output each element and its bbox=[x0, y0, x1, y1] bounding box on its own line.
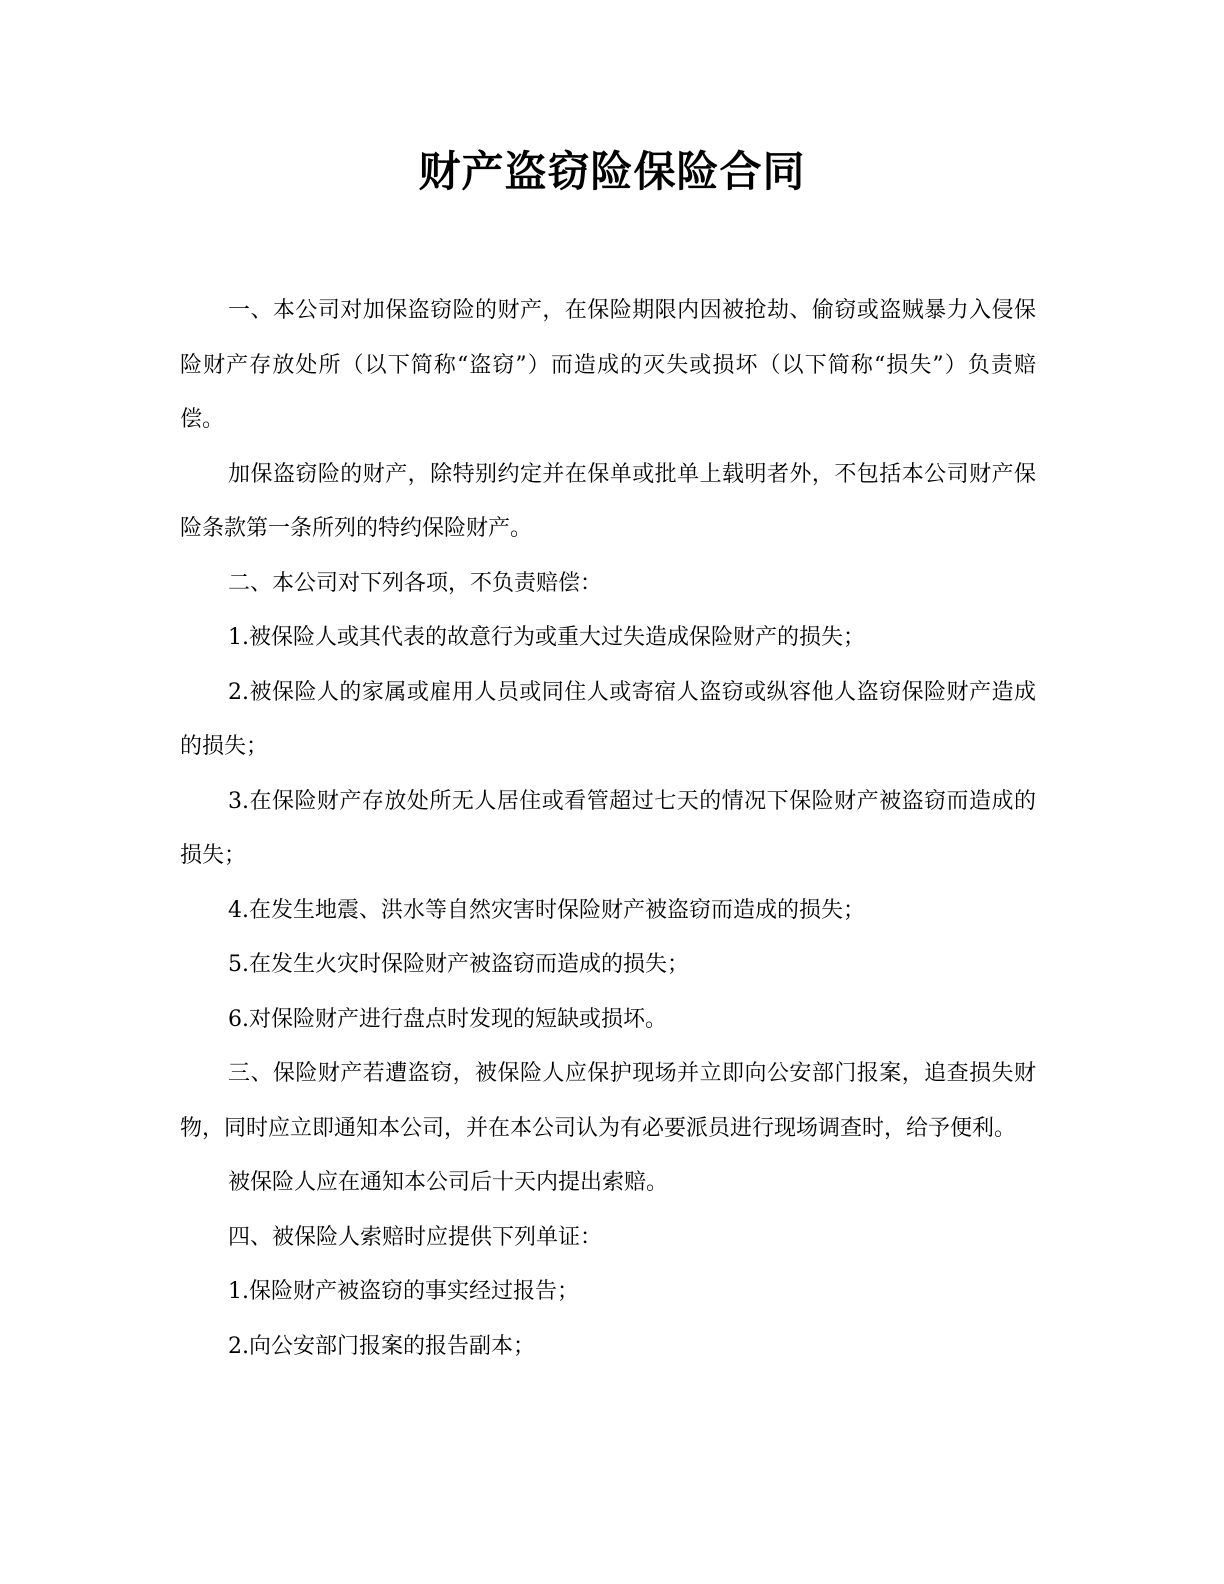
paragraph-14: 2.向公安部门报案的报告副本； bbox=[228, 1333, 535, 1359]
paragraph-12: 四、被保险人索赔时应提供下列单证： bbox=[228, 1224, 603, 1250]
paragraph-4: 1.被保险人或其代表的故意行为或重大过失造成保险财产的损失； bbox=[228, 625, 865, 650]
paragraph-7: 4.在发生地震、洪水等自然灾害时保险财产被盗窃而造成的损失； bbox=[228, 897, 865, 923]
paragraph-10: 三、保险财产若遭盗窃，被保险人应保护现场并立即向公安部门报案，追查损失财物，同时应立即通知本公司，并在本公司认为有必要派员进行现场调查时，给予便利。 bbox=[180, 1061, 1036, 1141]
paragraph-6: 3.在保险财产存放处所无人居住或看管超过七天的情况下保险财产被盗窃而造成的损失； bbox=[180, 788, 1036, 868]
paragraph-5: 2.被保险人的家属或雇用人员或同住人或寄宿人盗窃或纵容他人盗窃保险财产造成的损失； bbox=[180, 679, 1036, 759]
document-body bbox=[180, 284, 1036, 1374]
paragraph-1: 一、本公司对加保盗窃险的财产，在保险期限内因被抢劫、偷窃或盗贼暴力入侵保险财产存放处所（以下简称“盗窃”）而造成的灭失或损坏（以下简称“损失”）负责赔偿。 bbox=[180, 298, 1036, 432]
paragraph-2: 加保盗窃险的财产，除特别约定并在保单或批单上载明者外，不包括本公司财产保险条款第一条所列的特约保险财产。 bbox=[180, 461, 1036, 541]
paragraph-9: 6.对保险财产进行盘点时发现的短缺或损坏。 bbox=[228, 1006, 667, 1032]
paragraph-13: 1.保险财产被盗窃的事实经过报告； bbox=[228, 1279, 579, 1304]
document-title: 财产盗窃险保险合同 bbox=[418, 147, 806, 196]
paragraph-11: 被保险人应在通知本公司后十天内提出索赔。 bbox=[228, 1170, 669, 1195]
paragraph-8: 5.在发生火灾时保险财产被盗窃而造成的损失； bbox=[228, 952, 689, 977]
paragraph-3: 二、本公司对下列各项，不负责赔偿： bbox=[228, 570, 603, 596]
